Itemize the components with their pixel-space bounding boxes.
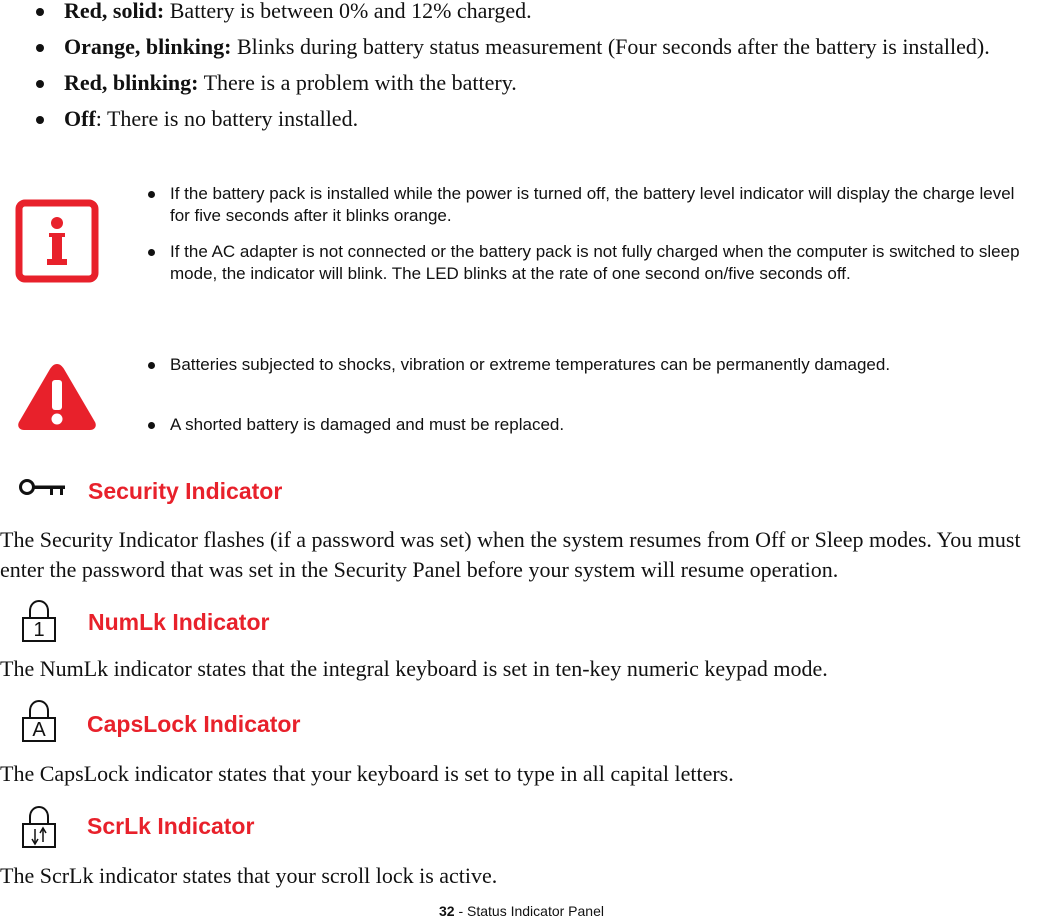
warning-note bbox=[0, 350, 1043, 440]
page-footer bbox=[0, 903, 1043, 919]
list-item: Orange, blinking: Blinks during battery status measurement (Four seconds after the battery is installed). bbox=[36, 32, 1026, 62]
list-item: Red, solid: Battery is between 0% and 12% charged. bbox=[36, 0, 1026, 26]
key-icon bbox=[18, 478, 66, 498]
capslock-heading: CapsLock Indicator bbox=[87, 711, 301, 737]
footer-title: - Status Indicator Panel bbox=[454, 903, 604, 919]
info-note bbox=[0, 175, 1043, 325]
numlk-body: The NumLk indicator states that the integral keyboard is set in ten-key numeric keypad mode. bbox=[0, 656, 828, 681]
security-body: The Security Indicator flashes (if a password was set) when the system resumes from Off or Sleep modes. You must enter the password that was set in the Security Panel before your system will resume operation. bbox=[0, 527, 1021, 582]
capslock-icon-label: A bbox=[32, 719, 46, 741]
numlk-icon-label: 1 bbox=[33, 619, 45, 641]
info-note-item: If the battery pack is installed while the power is turned off, the battery level indicator will display the charge level for five seconds after it blinks orange. bbox=[148, 183, 1038, 227]
numlk-icon bbox=[22, 598, 56, 642]
security-heading: Security Indicator bbox=[88, 478, 283, 504]
list-item: Red, blinking: There is a problem with the battery. bbox=[36, 68, 1026, 98]
list-item: Off: There is no battery installed. bbox=[36, 104, 1026, 134]
info-icon bbox=[15, 199, 99, 283]
scrlk-icon bbox=[22, 804, 56, 848]
numlk-heading: NumLk Indicator bbox=[88, 609, 270, 635]
scrlk-heading: ScrLk Indicator bbox=[87, 813, 255, 839]
info-note-item: If the AC adapter is not connected or the battery pack is not fully charged when the computer is switched to sleep mode, the indicator will blink. The LED blinks at the rate of one second on/five seconds off. bbox=[148, 241, 1038, 285]
page-number: 32 bbox=[439, 903, 455, 919]
warning-note-item: A shorted battery is damaged and must be replaced. bbox=[148, 414, 970, 436]
capslock-icon bbox=[22, 698, 56, 742]
capslock-body: The CapsLock indicator states that your keyboard is set to type in all capital letters. bbox=[0, 761, 734, 786]
warning-note-item: Batteries subjected to shocks, vibration or extreme temperatures can be permanently damaged. bbox=[148, 354, 970, 376]
battery-status-list bbox=[36, 0, 1026, 140]
scrlk-body: The ScrLk indicator states that your scroll lock is active. bbox=[0, 863, 498, 888]
warning-icon bbox=[16, 360, 98, 432]
